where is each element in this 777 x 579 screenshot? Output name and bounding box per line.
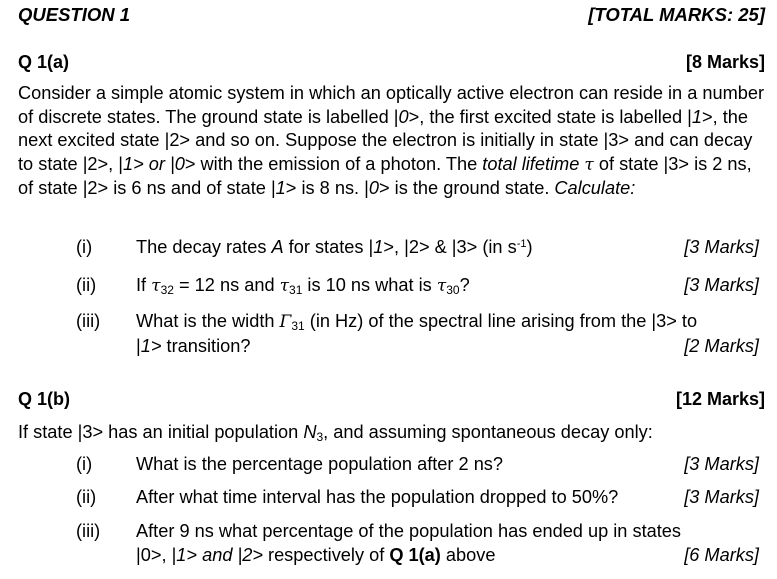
q1b-item-ii bbox=[18, 486, 759, 510]
q1b-heading bbox=[18, 389, 765, 410]
question-header bbox=[18, 4, 765, 26]
item-number: (iii) bbox=[76, 311, 101, 331]
item-marks: [3 Marks] bbox=[684, 454, 759, 474]
item-marks: [3 Marks] bbox=[684, 237, 759, 257]
item-marks: [3 Marks] bbox=[684, 275, 759, 295]
q1b-item-i bbox=[18, 453, 759, 477]
q1a-item-iii bbox=[18, 310, 759, 358]
q1a-label: Q 1(a) bbox=[18, 52, 70, 72]
item-text: After 9 ns what percentage of the population has ended up in states bbox=[136, 521, 681, 541]
q1a-heading bbox=[18, 52, 765, 73]
total-marks: [TOTAL MARKS: 25] bbox=[588, 4, 765, 25]
q1b-intro: If state |3> has an initial population $N_3$, and assuming spontaneous decay only: bbox=[18, 422, 653, 444]
item-text: What is the percentage population after 2 ns? bbox=[136, 454, 504, 474]
q1a-item-ii bbox=[18, 274, 759, 298]
item-number: (ii) bbox=[76, 487, 97, 507]
item-text: After what time interval has the population dropped to 50%? bbox=[136, 487, 619, 507]
q1b-item-iii bbox=[18, 520, 759, 568]
item-marks: [3 Marks] bbox=[684, 487, 759, 507]
q1b-label: Q 1(b) bbox=[18, 389, 70, 409]
q1a-intro: Consider a simple atomic system in which an optically active electron can reside in a number of discrete states. The ground state is labelled |0>, the first excited state is labelled |1>, the next excited state |2> and so on. Suppose the electron is initially in state |3> and can decay to state |2>, |1> or |0> with the emission of a photon. The total lifetime τ of state |3> is 2 ns, of state |2> is 6 ns and of state |1> is 8 ns. |0> is the ground state. Calculate: bbox=[18, 83, 765, 198]
item-text: If $\tau_{32} = 12$ ns and $\tau_{31}$ is 10 ns what is $\tau_{30}$? bbox=[136, 275, 470, 297]
item-number: (i) bbox=[76, 454, 93, 474]
item-text-continued: |0>, |1> and |2> respectively of Q 1(a) above bbox=[136, 544, 496, 565]
item-number: (ii) bbox=[76, 275, 97, 295]
item-number: (iii) bbox=[76, 521, 101, 541]
q1a-marks: [8 Marks] bbox=[685, 52, 765, 72]
q1a-item-i bbox=[18, 236, 759, 260]
item-text-continued: |1> transition? bbox=[136, 335, 251, 356]
item-text: The decay rates A for states |1>, |2> & |3> (in $s^{-1}$) bbox=[136, 237, 533, 257]
item-number: (i) bbox=[76, 237, 93, 257]
question-title: QUESTION 1 bbox=[18, 4, 131, 25]
question-reference: Q 1(a) bbox=[389, 544, 441, 565]
q1b-marks: [12 Marks] bbox=[675, 389, 765, 409]
item-marks: [2 Marks] bbox=[684, 335, 759, 356]
item-text: What is the width $\Gamma_{31}$ (in Hz) of the spectral line arising from the |3> to bbox=[136, 311, 698, 333]
item-marks: [6 Marks] bbox=[684, 544, 759, 565]
